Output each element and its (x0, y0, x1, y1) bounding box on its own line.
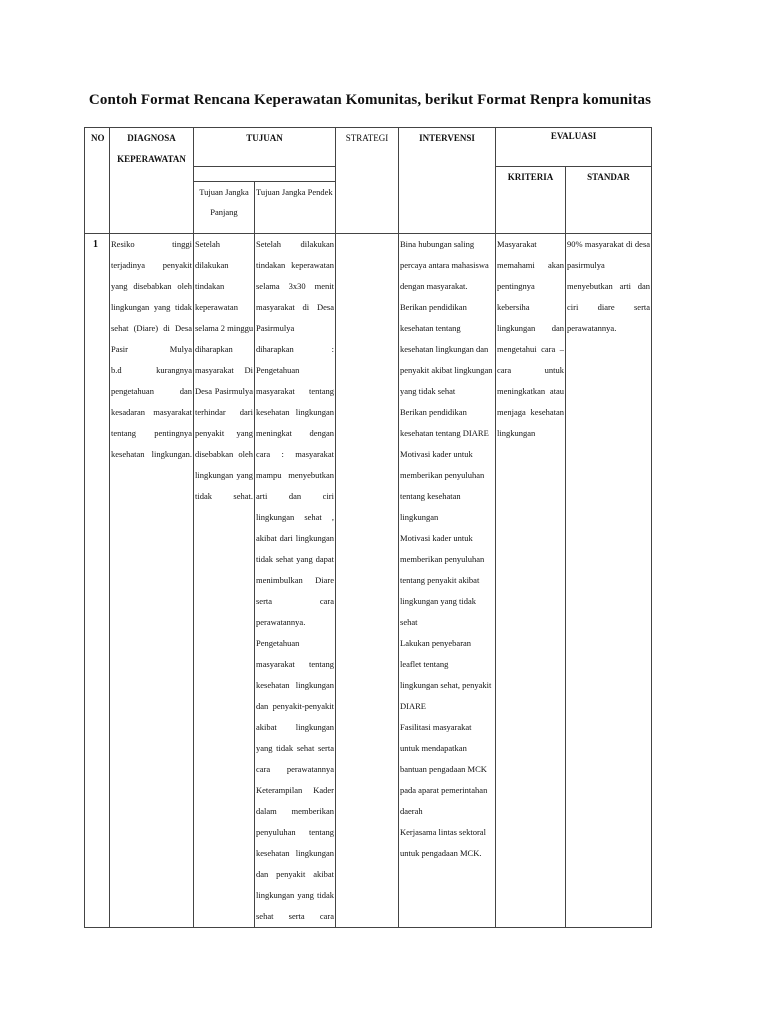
header-tujuan-pendek: Tujuan Jangka Pendek (255, 182, 336, 234)
cell-line: terjadinya penyakit (111, 260, 192, 270)
cell-line: Berikan pendidikan (400, 302, 467, 312)
cell-line: lingkungan yang tidak (400, 596, 477, 606)
care-plan-table (84, 127, 652, 928)
cell-line: daerah (400, 806, 423, 816)
cell-line: lingkungan yang tidak (256, 890, 335, 900)
cell-line: lingkungan (400, 512, 439, 522)
cell-line: tentang penyakit akibat (400, 575, 480, 585)
cell-line: dan penyakit akibat (256, 869, 335, 879)
cell-line: dalam memberikan (256, 806, 335, 816)
cell-line: masyarakat tentang (256, 386, 335, 396)
cell-line: perawatannya. (256, 617, 306, 627)
cell-line: Resiko tinggi (111, 239, 192, 249)
row-no: 1 (85, 234, 110, 928)
cell-line: Motivasi kader untuk (400, 449, 473, 459)
header-intervensi: INTERVENSI (399, 128, 496, 234)
cell-line: Fasilitasi masyarakat (400, 722, 472, 732)
cell-line: lingkungan (497, 428, 536, 438)
cell-line: tidak sehat yang dapat (256, 554, 335, 564)
header-tujuan-panjang (194, 182, 255, 234)
cell-line: Pengetahuan (256, 638, 300, 648)
cell-line: lingkungan sehat, penyakit (400, 680, 492, 690)
cell-line: perawatannya. (567, 323, 617, 333)
cell-line: Masyarakat (497, 239, 537, 249)
cell-line: pentingnya (497, 281, 535, 291)
cell-line: Pasirmulya (256, 323, 295, 333)
cell-line: Desa Pasirmulya (195, 386, 253, 396)
header-tujuan-spacer (194, 167, 336, 182)
cell-line: arti dan ciri (256, 491, 335, 501)
cell-line: sehat (400, 617, 418, 627)
cell-line: dilakukan (195, 260, 229, 270)
page-title: Contoh Format Rencana Keperawatan Komunitas, berikut Format Renpra komunitas (88, 92, 652, 108)
cell-line: penyuluhan tentang (256, 827, 335, 837)
standar-cell (566, 234, 652, 928)
cell-line: cara untuk (497, 365, 565, 375)
cell-line: penyakit yang (195, 428, 253, 438)
cell-line: Pasir Mulya (111, 344, 192, 354)
cell-line: dan penyakit-penyakit (256, 701, 335, 711)
header-evaluasi: EVALUASI (496, 128, 652, 167)
header-tujuan: TUJUAN (194, 128, 336, 167)
cell-line: untuk pengadaan MCK. (400, 848, 482, 858)
tujuan-panjang-cell (194, 234, 255, 928)
cell-line: masyarakat tentang (256, 659, 335, 669)
cell-line: terhindar dari (195, 407, 253, 417)
cell-line: serta cara (256, 596, 335, 606)
cell-line: diharapkan (195, 344, 233, 354)
cell-line: 90% masyarakat di desa (567, 239, 651, 249)
cell-line: kesehatan lingkungan dan (400, 344, 489, 354)
cell-line: Setelah (195, 239, 221, 249)
cell-line: Keterampilan Kader (256, 785, 335, 795)
cell-line: leaflet tentang (400, 659, 449, 669)
cell-line: DIARE (400, 701, 426, 711)
cell-line: Berikan pendidikan (400, 407, 467, 417)
header-diagnosa (110, 128, 194, 234)
cell-line: meningkat dengan (256, 428, 335, 438)
cell-line: masyarakat di Desa (256, 302, 335, 312)
cell-line: selama 3x30 menit (256, 281, 335, 291)
cell-line: sehat (Diare) di Desa (111, 323, 192, 333)
cell-line: b.d kurangnya (111, 365, 192, 375)
cell-line: meningkatkan atau (497, 386, 565, 396)
intervensi-cell (399, 234, 496, 928)
cell-line: untuk mendapatkan (400, 743, 467, 753)
cell-line: diharapkan : (256, 344, 335, 354)
cell-line: Bina hubungan saling (400, 239, 475, 249)
cell-line: keperawatan (195, 302, 238, 312)
cell-line: mampu menyebutkan (256, 470, 335, 480)
cell-line: cara perawatannya (256, 764, 335, 774)
cell-line: tentang pentingnya (111, 428, 192, 438)
cell-line: yang tidak sehat serta (256, 743, 335, 753)
kriteria-cell (496, 234, 566, 928)
cell-line: pasirmulya (567, 260, 605, 270)
cell-line: kesehatan tentang (400, 323, 461, 333)
cell-line: kesehatan tentang DIARE (400, 428, 489, 438)
header-tujuan-panjang-line2: Panjang (210, 207, 238, 217)
cell-line: akibat lingkungan (256, 722, 335, 732)
header-strategi: STRATEGI (336, 128, 399, 234)
cell-line: selama 2 minggu (195, 323, 253, 333)
cell-line: akibat dari lingkungan (256, 533, 335, 543)
cell-line: masyarakat Di (195, 365, 253, 375)
header-kriteria: KRITERIA (496, 167, 566, 234)
cell-line: lingkungan sehat , (256, 512, 335, 522)
cell-line: ciri diare serta (567, 302, 651, 312)
cell-line: menyebutkan arti dan (567, 281, 651, 291)
cell-line: menjaga kesehatan (497, 407, 565, 417)
cell-line: memahami akan (497, 260, 565, 270)
cell-line: tindakan (195, 281, 225, 291)
header-diagnosa-line2: KEPERAWATAN (117, 154, 186, 164)
cell-line: Pengetahuan (256, 365, 300, 375)
cell-line: cara : masyarakat (256, 449, 335, 459)
cell-line: tindakan keperawatan (256, 260, 335, 270)
tujuan-pendek-cell (255, 234, 336, 928)
cell-line: bantuan pengadaan MCK (400, 764, 487, 774)
header-no: NO (85, 128, 110, 234)
cell-line: dengan masyarakat. (400, 281, 468, 291)
cell-line: yang disebabkan oleh (111, 281, 192, 291)
header-row-1 (85, 128, 652, 167)
cell-line: pada aparat pemerintahan (400, 785, 488, 795)
cell-line: sehat serta cara (256, 911, 335, 921)
cell-line: Lakukan penyebaran (400, 638, 472, 648)
header-standar: STANDAR (566, 167, 652, 234)
cell-line: memberikan penyuluhan (400, 554, 485, 564)
cell-line: lingkungan yang (195, 470, 253, 480)
cell-line: kesehatan lingkungan (256, 680, 335, 690)
cell-line: pengetahuan dan (111, 386, 192, 396)
cell-line: kebersiha (497, 302, 530, 312)
cell-line: tidak sehat. (195, 491, 253, 501)
cell-line: Setelah dilakukan (256, 239, 335, 249)
strategi-cell (336, 234, 399, 928)
cell-line: percaya antara mahasiswa (400, 260, 489, 270)
cell-line: yang tidak sehat (400, 386, 456, 396)
cell-line: disebabkan oleh (195, 449, 253, 459)
cell-line: Motivasi kader untuk (400, 533, 473, 543)
diagnosa-cell (110, 234, 194, 928)
cell-line: kesadaran masyarakat (111, 407, 192, 417)
cell-line: lingkungan yang tidak (111, 302, 192, 312)
cell-line: Kerjasama lintas sektoral (400, 827, 486, 837)
cell-line: kesehatan lingkungan (256, 848, 335, 858)
header-tujuan-panjang-line1: Tujuan Jangka (199, 187, 249, 197)
cell-line: kesehatan lingkungan (256, 407, 335, 417)
cell-line: kesehatan lingkungan. (111, 449, 192, 459)
cell-line: menimbulkan Diare (256, 575, 335, 585)
cell-line: memberikan penyuluhan (400, 470, 485, 480)
table-row (85, 234, 652, 928)
cell-line: tentang kesehatan (400, 491, 461, 501)
cell-line: lingkungan dan (497, 323, 565, 333)
cell-line: penyakit akibat lingkungan (400, 365, 493, 375)
cell-line: mengetahui cara – (497, 344, 565, 354)
header-diagnosa-line1: DIAGNOSA (127, 133, 176, 143)
